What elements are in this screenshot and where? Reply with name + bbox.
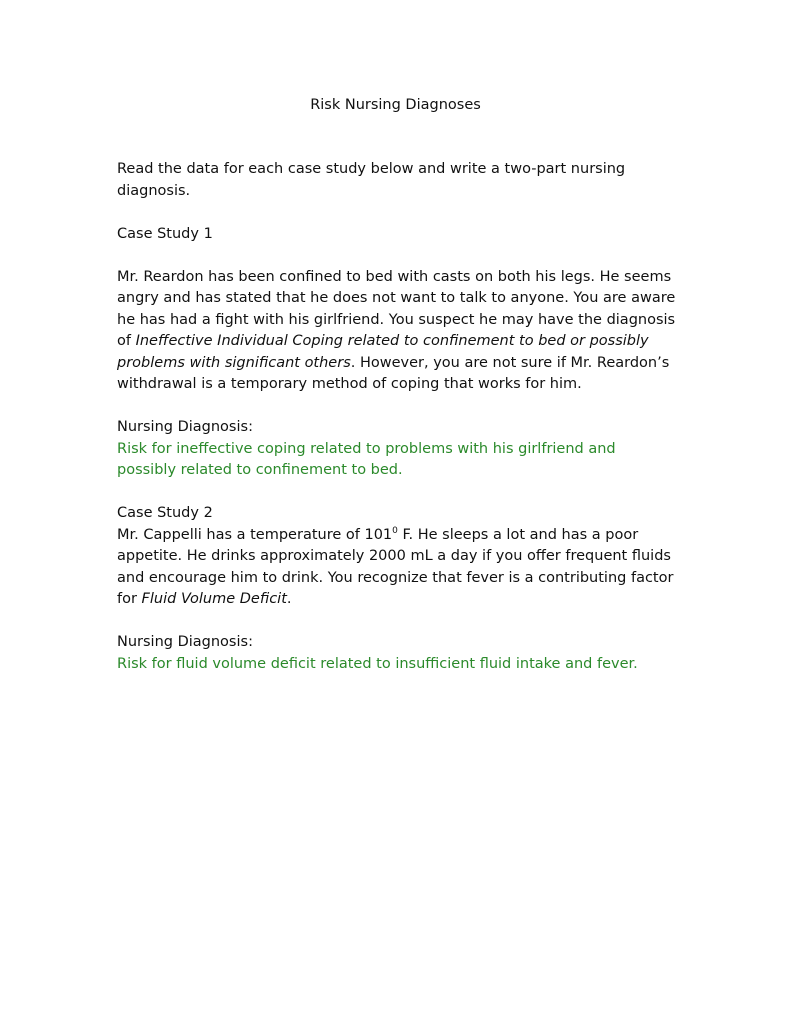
degree-superscript: 0 xyxy=(392,525,398,536)
case-study-1-text-a: Mr. Reardon has been confined to bed with casts on both his legs. He seems angry and has stated that he does not want to talk to anyone. You are aware he has had a fight with his girlfriend. You suspect he may have the diagnosis of xyxy=(117,268,676,349)
case-study-1-italic-diagnosis: Ineffective Individual Coping related to confinement to bed or possibly problems with significant others xyxy=(117,333,649,371)
case-study-2-text-b: F. He sleeps a lot and has a poor appetite. He drinks approximately 2000 mL a day if you offer frequent fluids and encourage him to drink. You recognize that fever is a contributing factor for xyxy=(117,526,674,607)
case-study-2-text-c: . xyxy=(286,591,292,607)
case-study-2-heading: Case Study 2 xyxy=(117,505,213,521)
instructions: Read the data for each case study below and write a two-part nursing diagnosis. xyxy=(117,161,626,199)
case-study-1-diagnosis-answer: Risk for ineffective coping related to problems with his girlfriend and possibly related to confinement to bed. xyxy=(117,440,616,478)
case-study-2-diagnosis-label: Nursing Diagnosis: xyxy=(117,634,253,650)
document-body xyxy=(117,159,677,675)
page-title: Risk Nursing Diagnoses xyxy=(310,97,481,113)
case-study-1-heading: Case Study 1 xyxy=(117,225,213,242)
case-study-1-text xyxy=(117,267,677,396)
case-study-2-text xyxy=(117,525,677,611)
case-study-2-text-a: Mr. Cappelli has a temperature of 101 xyxy=(117,526,393,543)
case-study-2-italic-diagnosis: Fluid Volume Deficit xyxy=(141,591,287,607)
case-study-2-diagnosis-answer: Risk for fluid volume deficit related to insufficient fluid intake and fever. xyxy=(117,655,638,672)
case-study-1-text-b: . However, you are not sure if Mr. Reardon’s withdrawal is a temporary method of coping that works for him. xyxy=(117,354,670,392)
case-study-1-diagnosis-label: Nursing Diagnosis: xyxy=(117,419,253,435)
